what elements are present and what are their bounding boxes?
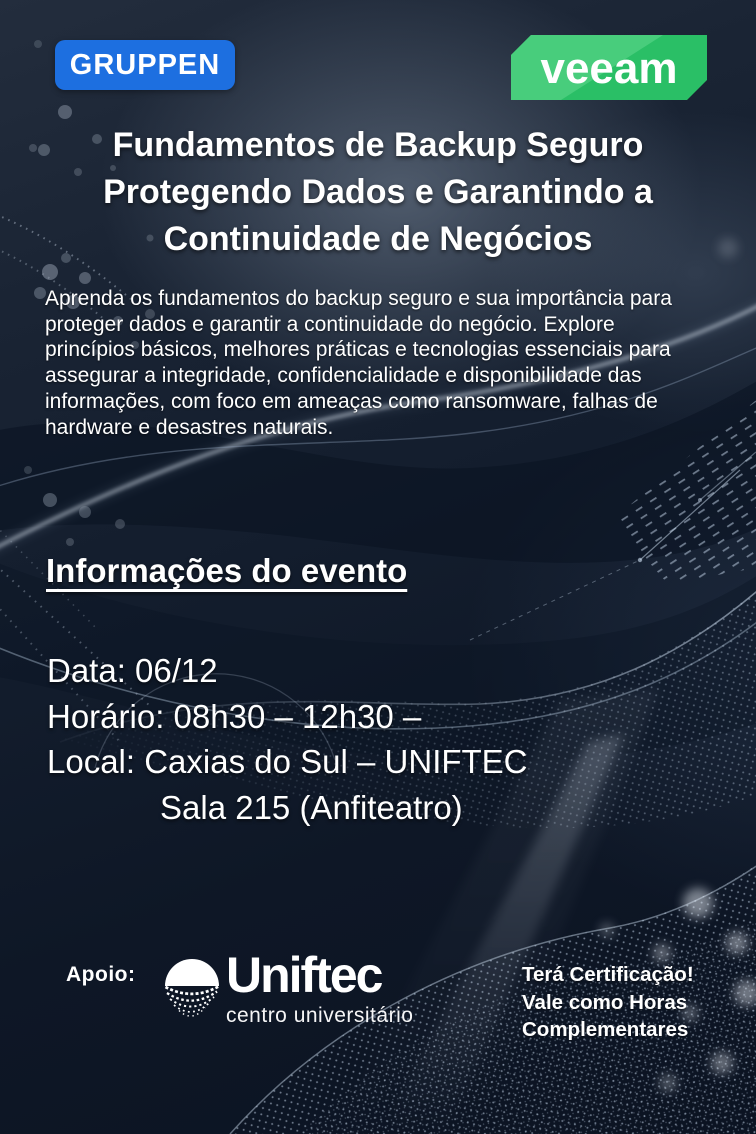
cert-line-1: Terá Certificação! [522,963,694,986]
veeam-logo [511,35,707,100]
veeam-logo-text: veeam [540,44,678,93]
veeam-logo-shape [511,35,707,100]
gruppen-logo [55,40,235,90]
room-line: Sala 215 (Anfiteatro) [160,788,463,826]
support-label: Apoio: [66,963,136,986]
info-heading: Informações do evento [46,552,408,589]
gruppen-logo-text: GRUPPEN [69,48,221,81]
title-line-2: Protegendo Dados e Garantindo a [103,173,653,211]
uniftec-globe-icon [160,954,224,1024]
title-line-1: Fundamentos de Backup Seguro [112,126,644,164]
cert-line-2: Vale como Horas [522,990,688,1014]
uniftec-wordmark [226,946,413,1028]
event-details [47,648,528,830]
time-line: Horário: 08h30 – 12h30 – [47,697,422,735]
uniftec-logo-subtitle: centro universitário [226,1004,414,1027]
location-line: Local: Caxias do Sul – UNIFTEC [47,743,528,780]
cert-line-3: Complementares [522,1018,689,1041]
date-line: Data: 06/12 [47,652,218,689]
event-description: Aprenda os fundamentos do backup seguro e sua importância para proteger dados e garantir a continuidade do negócio. Explore princípios básicos, melhores práticas e tecnologias essenciais para assegurar a integridade, confidencialidade e disponibilidade das informações, com foco em ameaças como ransomware, falhas de hardware e desastres naturais. [45,287,672,439]
uniftec-logo-text: Uniftec [226,947,382,1003]
event-title [0,122,756,263]
uniftec-logo [160,946,413,1028]
certification-note [522,961,694,1044]
title-line-3: Continuidade de Negócios [163,220,593,258]
